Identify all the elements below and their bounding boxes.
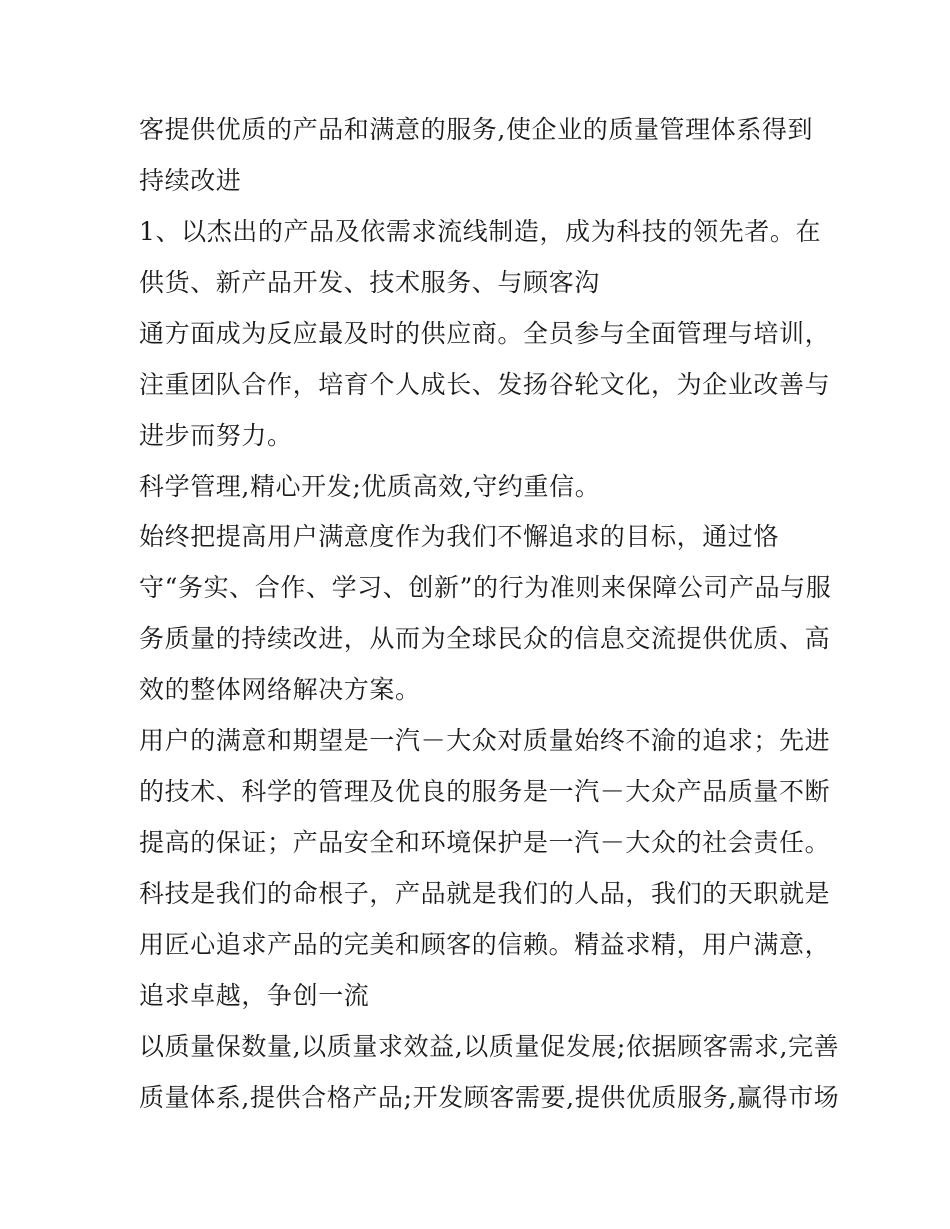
text-line: 效的整体网络解决方案。 [139,675,421,704]
text-line: 用户的满意和期望是一汽－大众对质量始终不渝的追求；先进 [139,726,831,755]
text-line: 客提供优质的产品和满意的服务,使企业的质量管理体系得到 [139,115,814,144]
text-line: 1、以杰出的产品及依需求流线制造，成为科技的领先者。在 [139,217,822,246]
text-line: 守“务实、合作、学习、创新”的行为准则来保障公司产品与服 [139,573,832,602]
text-line: 务质量的持续改进，从而为全球民众的信息交流提供优质、高 [139,624,831,653]
text-line: 进步而努力。 [139,421,293,450]
text-line: 追求卓越，争创一流 [139,981,370,1010]
text-line: 通方面成为反应最及时的供应商。全员参与全面管理与培训， [139,319,831,348]
text-line: 提高的保证；产品安全和环境保护是一汽－大众的社会责任。 [139,828,831,857]
text-line: 持续改进 [139,166,242,195]
text-line: 注重团队合作，培育个人成长、发扬谷轮文化，为企业改善与 [139,370,831,399]
text-line: 科学管理,精心开发;优质高效,守约重信。 [139,472,601,501]
text-line: 始终把提高用户满意度作为我们不懈追求的目标，通过恪 [139,522,780,551]
text-line: 用匠心追求产品的完美和顾客的信赖。精益求精，用户满意， [139,930,831,959]
text-line: 科技是我们的命根子，产品就是我们的人品，我们的天职就是 [139,879,831,908]
text-line: 以质量保数量,以质量求效益,以质量促发展;依据顾客需求,完善 [139,1032,840,1061]
text-line: 质量体系,提供合格产品;开发顾客需要,提供优质服务,赢得市场 [139,1083,840,1112]
text-line: 供货、新产品开发、技术服务、与顾客沟 [139,268,600,297]
text-line: 的技术、科学的管理及优良的服务是一汽－大众产品质量不断 [139,777,831,806]
